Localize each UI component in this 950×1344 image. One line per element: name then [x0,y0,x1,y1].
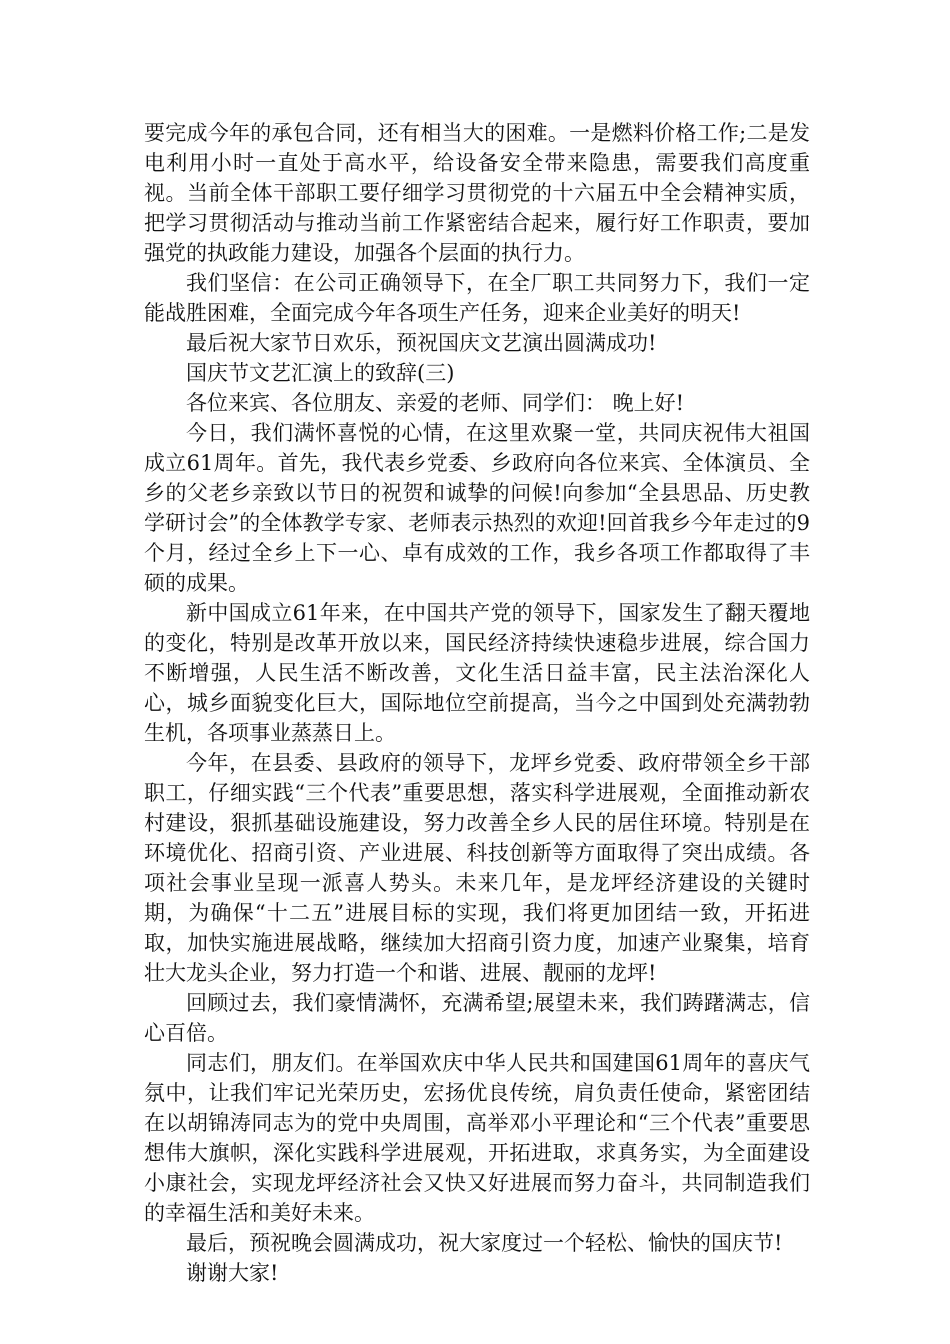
paragraph-confidence: 我们坚信：在公司正确领导下，在全厂职工共同努力下，我们一定能战胜困难，全面完成今年各项生产任务，迎来企业美好的明天! [144,271,810,325]
paragraph-call-to-action: 同志们，朋友们。在举国欢庆中华人民共和国建国61周年的喜庆气氛中，让我们牢记光荣历史，宏扬优良传统，肩负责任使命，紧密团结在以胡锦涛同志为的党中央周围，高举邓小平理论和“三个代表”重要思想伟大旗帜，深化实践科学进展观，开拓进取，求真务实，为全面建设小康社会，实现龙坪经济社会又快又好进展而努力奋斗，共同制造我们的幸福生活和美好未来。 [144,1051,810,1225]
paragraph-thanks: 谢谢大家! [186,1261,279,1285]
paragraph-final-wishes: 最后，预祝晚会圆满成功，祝大家度过一个轻松、愉快的国庆节! [186,1231,783,1255]
paragraph-national-progress: 新中国成立61年来，在中国共产党的领导下，国家发生了翻天覆地的变化，特别是改革开放以来，国民经济持续快速稳步进展，综合国力不断增强，人民生活不断改善，文化生活日益丰富，民主法治深化人心，城乡面貌变化巨大，国际地位空前提高，当今之中国到处充满勃勃生机，各项事业蒸蒸日上。 [144,601,810,745]
paragraph-celebration: 今日，我们满怀喜悦的心情，在这里欢聚一堂，共同庆祝伟大祖国成立61周年。首先，我代表乡党委、乡政府向各位来宾、全体演员、全乡的父老乡亲致以节日的祝贺和诚挚的问候!向参加“全县思品、历史教学研讨会”的全体教学专家、老师表示热烈的欢迎!回首我乡今年走过的9个月，经过全乡上下一心、卓有成效的工作，我乡各项工作都取得了丰硕的成果。 [144,421,810,595]
paragraph-contract-difficulties: 要完成今年的承包合同，还有相当大的困难。一是燃料价格工作;二是发电利用小时一直处于高水平，给设备安全带来隐患，需要我们高度重视。当前全体干部职工要仔细学习贯彻党的十六届五中全会精神实质，把学习贯彻活动与推动当前工作紧密结合起来，履行好工作职责，要加强党的执政能力建设，加强各个层面的执行力。 [144,121,810,265]
paragraph-review-outlook: 回顾过去，我们豪情满怀，充满希望;展望未来，我们踌躇满志，信心百倍。 [144,991,810,1045]
section-title: 国庆节文艺汇演上的致辞(三) [186,361,455,385]
paragraph-greeting: 各位来宾、各位朋友、亲爱的老师、同学们： 晚上好! [186,391,685,415]
paragraph-closing-wishes: 最后祝大家节日欢乐，预祝国庆文艺演出圆满成功! [186,331,657,355]
paragraph-local-achievements: 今年，在县委、县政府的领导下，龙坪乡党委、政府带领全乡干部职工，仔细实践“三个代表”重要思想，落实科学进展观，全面推动新农村建设，狠抓基础设施建设，努力改善全乡人民的居住环境。特别是在环境优化、招商引资、产业进展、科技创新等方面取得了突出成绩。各项社会事业呈现一派喜人势头。未来几年，是龙坪经济建设的关键时期，为确保“十二五”进展目标的实现，我们将更加团结一致，开拓进取，加快实施进展战略，继续加大招商引资力度，加速产业聚集，培育壮大龙头企业，努力打造一个和谐、进展、靓丽的龙坪! [144,751,810,985]
document-body [144,118,810,1288]
